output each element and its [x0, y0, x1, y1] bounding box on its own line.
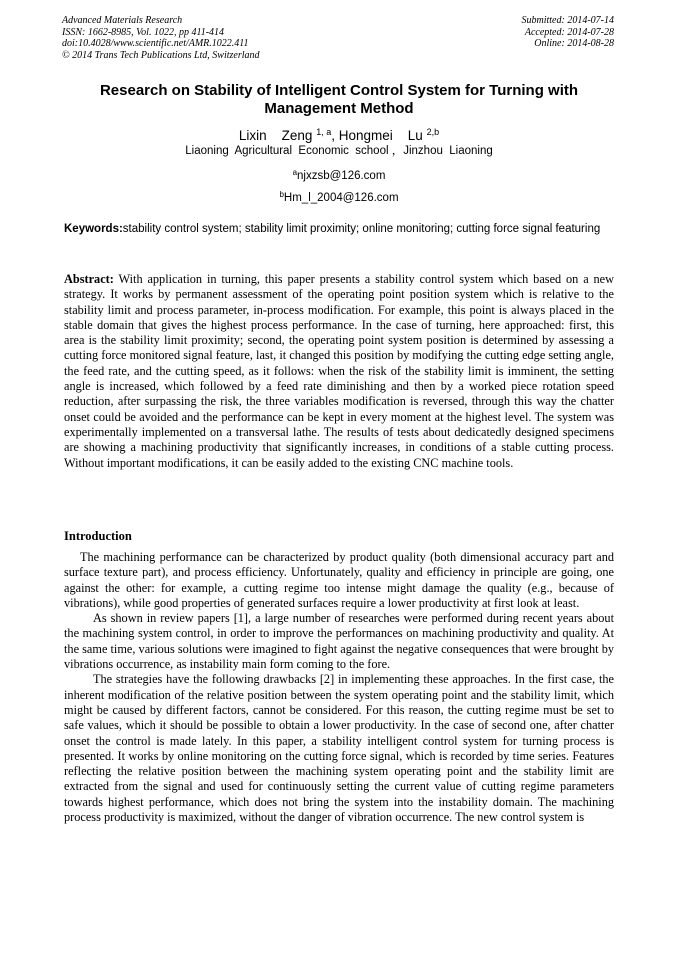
author-2-family: Lu — [407, 128, 423, 143]
journal-info — [62, 15, 260, 61]
doi: doi:10.4028/www.scientific.net/AMR.1022.411 — [62, 38, 249, 49]
author-separator: , — [331, 128, 339, 143]
email-b-mark: b — [279, 190, 284, 199]
author-2-given: Hongmei — [338, 128, 393, 143]
affiliation: Liaoning Agricultural Economic school ，Jinzhou Liaoning — [185, 145, 493, 157]
email-a-address: njxzsb@126.com — [297, 170, 386, 182]
publication-dates — [522, 15, 615, 50]
abstract-label: Abstract: — [64, 272, 114, 286]
author-1-given: Lixin — [238, 128, 267, 143]
intro-paragraph-1: The machining performance can be characterized by product quality (both dimensional accuracy part and surface texture part), and process efficiency. Unfortunately, quality and efficiency in principle are going, one against the other: for example, a cutting regime too intense might damage the quality (e.g., because of vibrations), while good properties of generated surfaces require a lower productivity at first look at least. — [64, 550, 614, 610]
author-list — [64, 124, 614, 144]
intro-paragraph-3: The strategies have the following drawbacks [2] in implementing these approaches. In the first case, the inherent modification of the relative position between the system operating point and the stability limit, which might be caused by different factors, cannot be considered. For this reason, the cutting regime must be set to safe values, which it should be possible to obtain a lower productivity. In the case of second one, after chatter onset the control is made lately. In this paper, a stability intelligent control system for turning process is presented. It works by online monitoring on the cutting force signal, which is recorded by time series. Features reflecting the relative position between the machining system operating point and the stability limit are extracted from the signal and used for continuously setting the current value of cutting regime parameters towards highest performance, which does not bring the system into the instability domain. The machining process productivity is maximized, without the danger of vibration occurrence. The new control system is — [64, 672, 614, 825]
abstract-text: With application in turning, this paper presents a stability control system which based on a new strategy. It works by permanent assessment of the operating point position system which is relative to the stability limit and process parameter, in-process modification. For example, this point is always placed in the stable domain that gives the highest process performance. In the case of turning, here approached: first, this area is the stability limit proximity; second, the operating point system position is determined by assessing a cutting force monitored signal feature, last, it changed this position by modifying the cutting edge setting angle, the feed rate, and the cutting speed, as it follows: when the risk of the stability limit is imminent, the setting angle is increased, which followed by a feed rate diminishing and then by a worked piece rotation speed reduction, after surpassing the risk, the three variables modification is reversed, through this way the chatter onset could be avoided and the performance can be kept in every moment at the highest level. The system was experimentally implemented on a transversal lathe. The results of tests about dedicatedly designed specimens are showing a machining productivity that significantly increases, in conditions of a stable cutting process. Without important modifications, it can be easily added to the existing CNC machine tools. — [64, 272, 614, 470]
online-date: Online: 2014-08-28 — [534, 38, 614, 49]
copyright: © 2014 Trans Tech Publications Ltd, Switzerland — [62, 49, 260, 61]
paper-title: Research on Stability of Intelligent Control System for Turning with Management Method — [99, 82, 579, 117]
email-b — [64, 188, 614, 205]
introduction-heading: Introduction — [64, 529, 132, 543]
issn: ISSN: 1662-8985, Vol. 1022, pp 411-414 — [62, 26, 225, 38]
email-a — [64, 166, 614, 183]
email-a-mark: a — [292, 168, 298, 177]
abstract — [64, 272, 614, 471]
submitted-date: Submitted: 2014-07-14 — [521, 15, 614, 26]
keywords-text: stability control system; stability limit proximity; online monitoring; cutting force signal featuring — [122, 223, 601, 235]
keywords-label: Keywords: — [64, 223, 123, 235]
email-b-address: Hm_l_2004@126.com — [283, 192, 399, 204]
author-1-family: Zeng — [281, 128, 313, 143]
journal-name: Advanced Materials Research — [62, 15, 183, 26]
author-2-affiliation-mark: 2,b — [426, 127, 440, 137]
author-1-affiliation-mark: 1, a — [316, 127, 332, 137]
keywords — [64, 222, 614, 237]
introduction-body — [64, 550, 614, 825]
accepted-date: Accepted: 2014-07-28 — [524, 26, 614, 38]
intro-paragraph-2: As shown in review papers [1], a large number of researches were performed during recent years about the machining system control, in order to improve the performances on machining productivity and quality. At the same time, various solutions were imagined to fight against the negative consequences that were brought by vibrations occurrence, as instability main form coming to the fore. — [64, 611, 614, 672]
